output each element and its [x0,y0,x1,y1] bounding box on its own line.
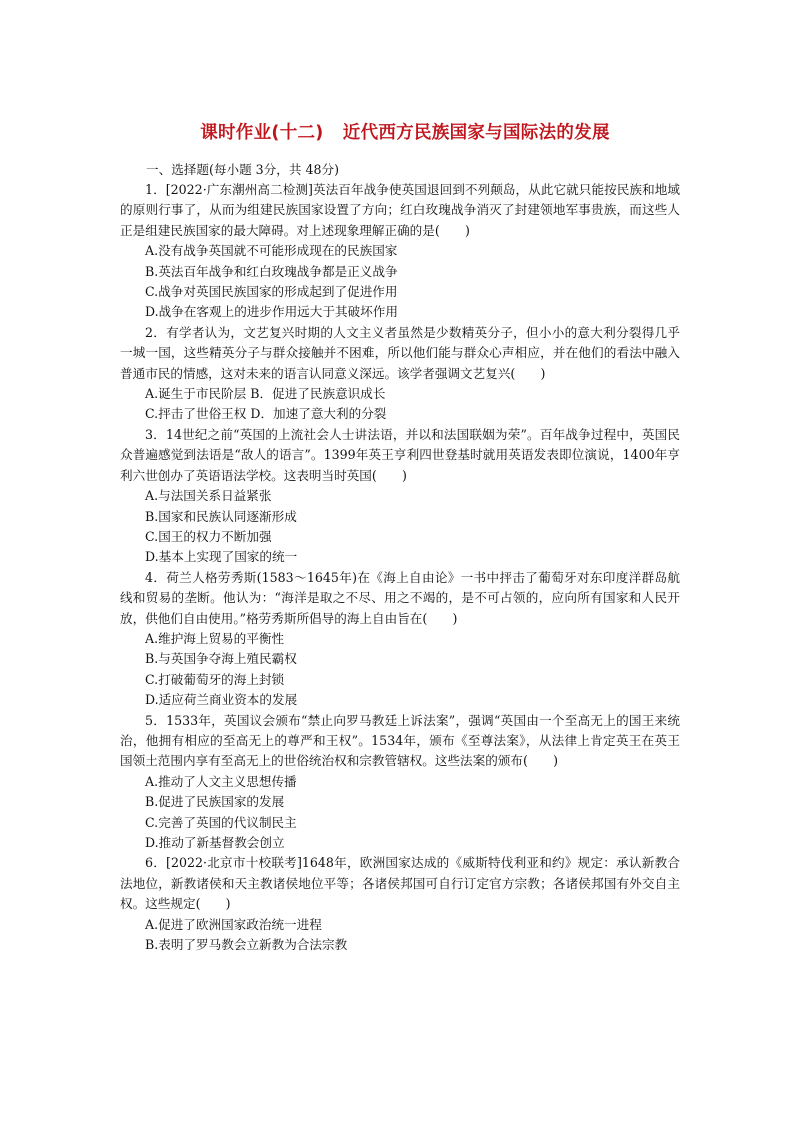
page-title: 课时作业(十二) 近代西方民族国家与国际法的发展 [200,123,610,143]
question-6 [120,853,680,955]
option-list [120,241,680,323]
option-c: C.完善了英国的代议制民主 [145,814,297,830]
option-a-b: A.诞生于市民阶层 B．促进了民族意识成长 [145,386,386,402]
option-list [120,384,680,425]
option-c: C.战争对英国民族国家的形成起到了促进作用 [145,284,398,300]
question-stem: 4．荷兰人格劳秀斯(1583～1645年)在《海上自由论》一书中抨击了葡萄牙对东印度洋群岛航线和贸易的垄断。他认为：“海洋是取之不尽、用之不竭的，是不可占领的，应向所有国家和人民开放，供他们自由使用。”格劳秀斯所倡导的海上自由旨在( ) [120,569,680,626]
question-stem: 1．[2022·广东潮州高二检测]英法百年战争使英国退回到不列颠岛，从此它就只能按民族和地域的原则行事了，从而为组建民族国家设置了方向；红白玫瑰战争消灭了封建领地军事贵族，而这些人正是组建民族国家的最大障碍。对上述现象理解正确的是( ) [120,182,680,238]
option-d: D.基本上实现了国家的统一 [145,549,298,565]
option-a: A.没有战争英国就不可能形成现在的民族国家 [145,243,398,259]
option-list [120,915,680,956]
option-b: B.表明了罗马教会立新教为合法宗教 [145,937,348,953]
question-stem: 5．1533年，英国议会颁布“禁止向罗马教廷上诉法案”，强调“英国由一个至高无上的国王来统治，他拥有相应的至高无上的尊严和王权”。1534年，颁布《至尊法案》，从法律上肯定英王在英王国领土范围内享有至高无上的世俗统治权和宗教管辖权。这些法案的颁布( ) [120,712,680,769]
option-b: B.英法百年战争和红白玫瑰战争都是正义战争 [145,263,398,279]
question-4 [120,568,680,711]
question-3 [120,425,680,568]
option-c-d: C.抨击了世俗王权 D．加速了意大利的分裂 [145,406,387,422]
question-2 [120,323,680,425]
option-c: C.国王的权力不断加强 [145,528,272,544]
option-a: A.促进了欧洲国家政治统一进程 [145,916,322,932]
option-a: A.与法国关系日益紧张 [145,488,272,504]
question-5 [120,711,680,854]
option-b: B.国家和民族认同逐渐形成 [145,508,297,524]
option-list [120,629,680,711]
option-d: D.推动了新基督教会创立 [145,835,285,850]
option-c: C.打破葡萄牙的海上封锁 [145,671,285,687]
option-d: D.战争在客观上的进步作用远大于其破坏作用 [145,304,398,320]
option-b: B.与英国争夺海上殖民霸权 [145,651,297,667]
worksheet-page [120,118,680,955]
question-stem: 2．有学者认为，文艺复兴时期的人文主义者虽然是少数精英分子，但小小的意大利分裂得几乎一城一国，这些精英分子与群众接触并不困难，所以他们能与群众心声相应，并在他们的看法中融入普通市民的情感，这对未来的语言认同意义深远。该学者强调文艺复兴( ) [120,324,680,381]
option-b: B.促进了民族国家的发展 [145,794,285,810]
option-list [120,772,680,854]
option-d: D.适应荷兰商业资本的发展 [145,692,298,708]
option-list [120,486,680,568]
option-a: A.维护海上贸易的平衡性 [145,630,285,646]
question-stem: 3．14世纪之前“英国的上流社会人士讲法语，并以和法国联姻为荣”。百年战争过程中，英国民众普遍感觉到法语是“敌人的语言”。1399年英王亨利四世登基时就用英语发表即位演说，1400年亨利六世创办了英语语法学校。这表明当时英国( ) [120,426,680,483]
question-stem: 6．[2022·北京市十校联考]1648年，欧洲国家达成的《威斯特伐利亚和约》规定：承认新教合法地位，新教诸侯和天主教诸侯地位平等；各诸侯邦国可自行订定官方宗教；各诸侯邦国有外交自主权。这些规定( ) [120,855,680,912]
question-1 [120,180,680,323]
section-heading: 一、选择题(每小题 3分，共 48分) [146,162,339,177]
option-a: A.推动了人文主义思想传播 [145,773,297,789]
